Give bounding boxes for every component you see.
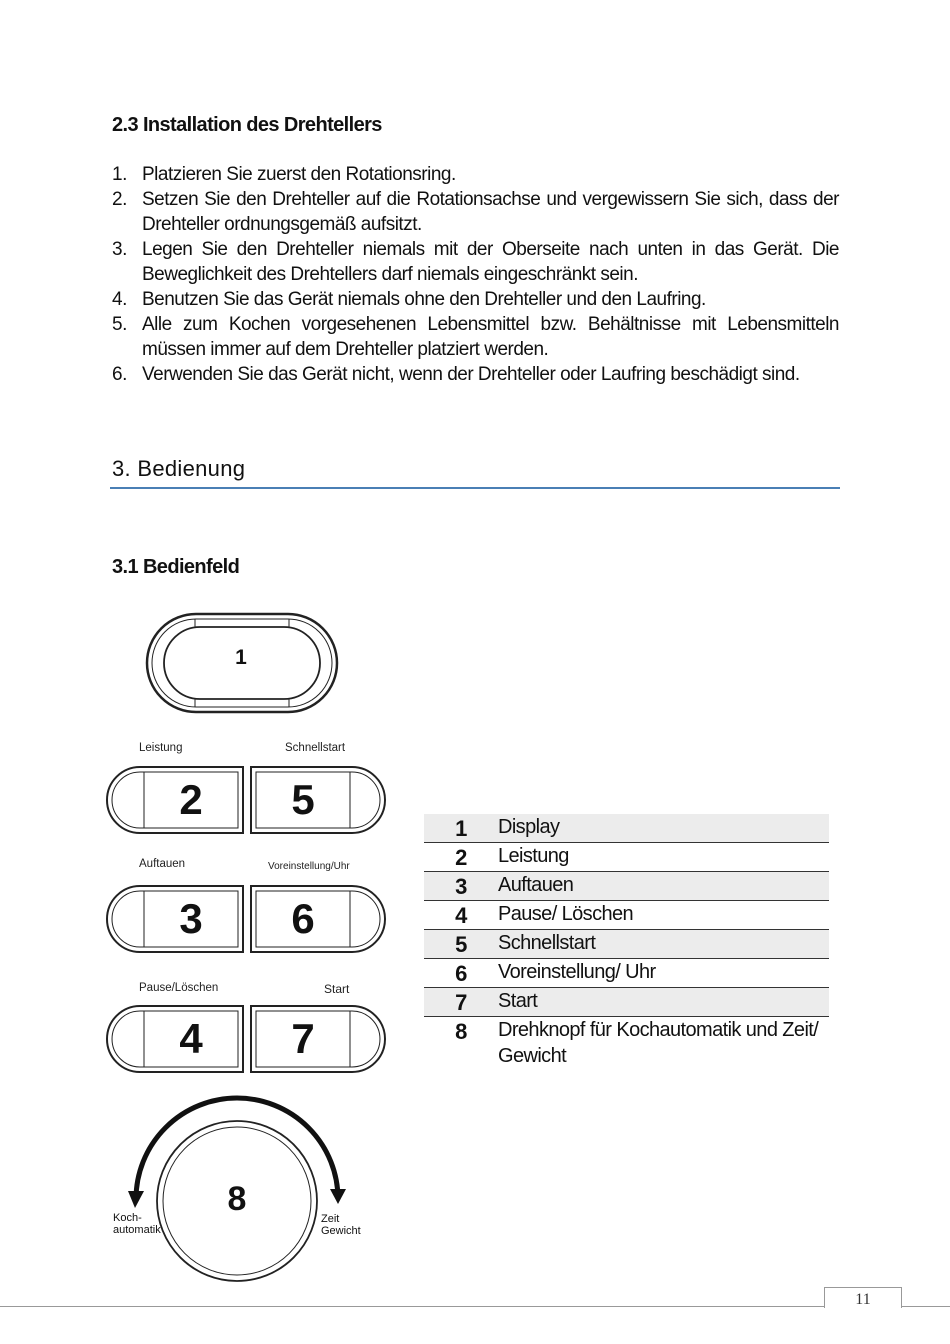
list-item xyxy=(112,312,839,362)
list-item xyxy=(112,162,839,187)
step-number: 6. xyxy=(112,364,127,385)
key-6-label: Voreinstellung/Uhr xyxy=(268,861,350,872)
legend-num: 8 xyxy=(455,1019,467,1044)
knob-number: 8 xyxy=(227,1180,247,1218)
step-number: 1. xyxy=(112,164,127,185)
key-4-number: 4 xyxy=(179,1015,203,1062)
legend-table xyxy=(424,814,829,1069)
panel-heading: 3.1 Bedienfeld xyxy=(112,556,240,578)
legend-num: 6 xyxy=(455,961,467,986)
step-text: Setzen Sie den Drehteller auf die Rotationsachse und vergewissern Sie sich, dass der Drehteller ordnungsgemäß aufsitzt. xyxy=(142,189,839,235)
legend-text: Schnellstart xyxy=(498,930,829,959)
legend-text: Drehknopf für Kochautomatik und Zeit/ Gewicht xyxy=(498,1019,819,1067)
table-row xyxy=(424,1017,829,1070)
key-3-number: 3 xyxy=(179,895,203,942)
knob-right-label xyxy=(321,1213,361,1237)
arrow-right-head-icon xyxy=(330,1189,346,1204)
legend-text: Start xyxy=(498,988,829,1017)
knob-right-label-line2: Gewicht xyxy=(321,1225,361,1237)
legend-num: 5 xyxy=(424,930,498,959)
step-number: 5. xyxy=(112,314,127,335)
key-5-label: Schnellstart xyxy=(285,742,346,754)
legend-num: 7 xyxy=(424,988,498,1017)
step-number: 3. xyxy=(112,239,127,260)
table-row xyxy=(424,901,829,930)
table-row xyxy=(424,843,829,872)
section-title: 3. Bedienung xyxy=(112,456,246,481)
list-item xyxy=(112,287,839,312)
step-text: Legen Sie den Drehteller niemals mit der Oberseite nach unten in das Gerät. Die Beweglichkeit des Drehtellers darf niemals eingeschränkt sein. xyxy=(142,239,839,285)
step-number: 4. xyxy=(112,289,127,310)
step-text: Verwenden Sie das Gerät nicht, wenn der Drehteller oder Laufring beschädigt sind. xyxy=(142,364,800,385)
key-7-label: Start xyxy=(324,982,350,996)
step-text: Benutzen Sie das Gerät niemals ohne den Drehteller und den Laufring. xyxy=(142,289,706,310)
step-text: Alle zum Kochen vorgesehenen Lebensmittel bzw. Behältnisse mit Lebensmitteln müssen immer auf dem Drehteller platziert werden. xyxy=(142,314,839,360)
list-item xyxy=(112,237,839,287)
legend-text: Leistung xyxy=(498,845,569,867)
table-row xyxy=(424,872,829,901)
key-2-label: Leistung xyxy=(139,742,183,754)
step-text: Platzieren Sie zuerst den Rotationsring. xyxy=(142,164,456,185)
table-row xyxy=(424,988,829,1017)
knob-left-label-line2: automatik xyxy=(113,1224,161,1236)
key-6-number: 6 xyxy=(291,895,315,942)
footer-rule xyxy=(0,1306,950,1307)
key-2-number: 2 xyxy=(179,776,203,823)
key-3-label: Auftauen xyxy=(139,858,186,870)
legend-text: Voreinstellung/ Uhr xyxy=(498,961,656,983)
table-row xyxy=(424,930,829,959)
knob-right-label-line1: Zeit xyxy=(321,1213,340,1225)
section-divider xyxy=(110,487,840,489)
key-7-number: 7 xyxy=(291,1015,315,1062)
display-number: 1 xyxy=(235,646,247,669)
key-5-number: 5 xyxy=(291,776,315,823)
step-number: 2. xyxy=(112,189,127,210)
list-item xyxy=(112,187,839,237)
table-row xyxy=(424,814,829,843)
installation-steps xyxy=(112,162,839,387)
legend-num: 1 xyxy=(424,814,498,843)
page-number: 11 xyxy=(824,1287,902,1308)
knob-left-label xyxy=(113,1212,161,1236)
legend-num: 2 xyxy=(455,845,467,870)
table-row xyxy=(424,959,829,988)
legend-num: 4 xyxy=(455,903,467,928)
list-item xyxy=(112,362,839,387)
legend-num: 3 xyxy=(424,872,498,901)
key-4-label: Pause/Löschen xyxy=(139,982,219,994)
legend-text: Display xyxy=(498,814,829,843)
legend-text: Auftauen xyxy=(498,872,829,901)
legend-text: Pause/ Löschen xyxy=(498,903,634,925)
knob-left-label-line1: Koch- xyxy=(113,1212,142,1224)
installation-heading: 2.3 Installation des Drehtellers xyxy=(112,114,382,136)
arrow-left-head-icon xyxy=(128,1191,144,1208)
